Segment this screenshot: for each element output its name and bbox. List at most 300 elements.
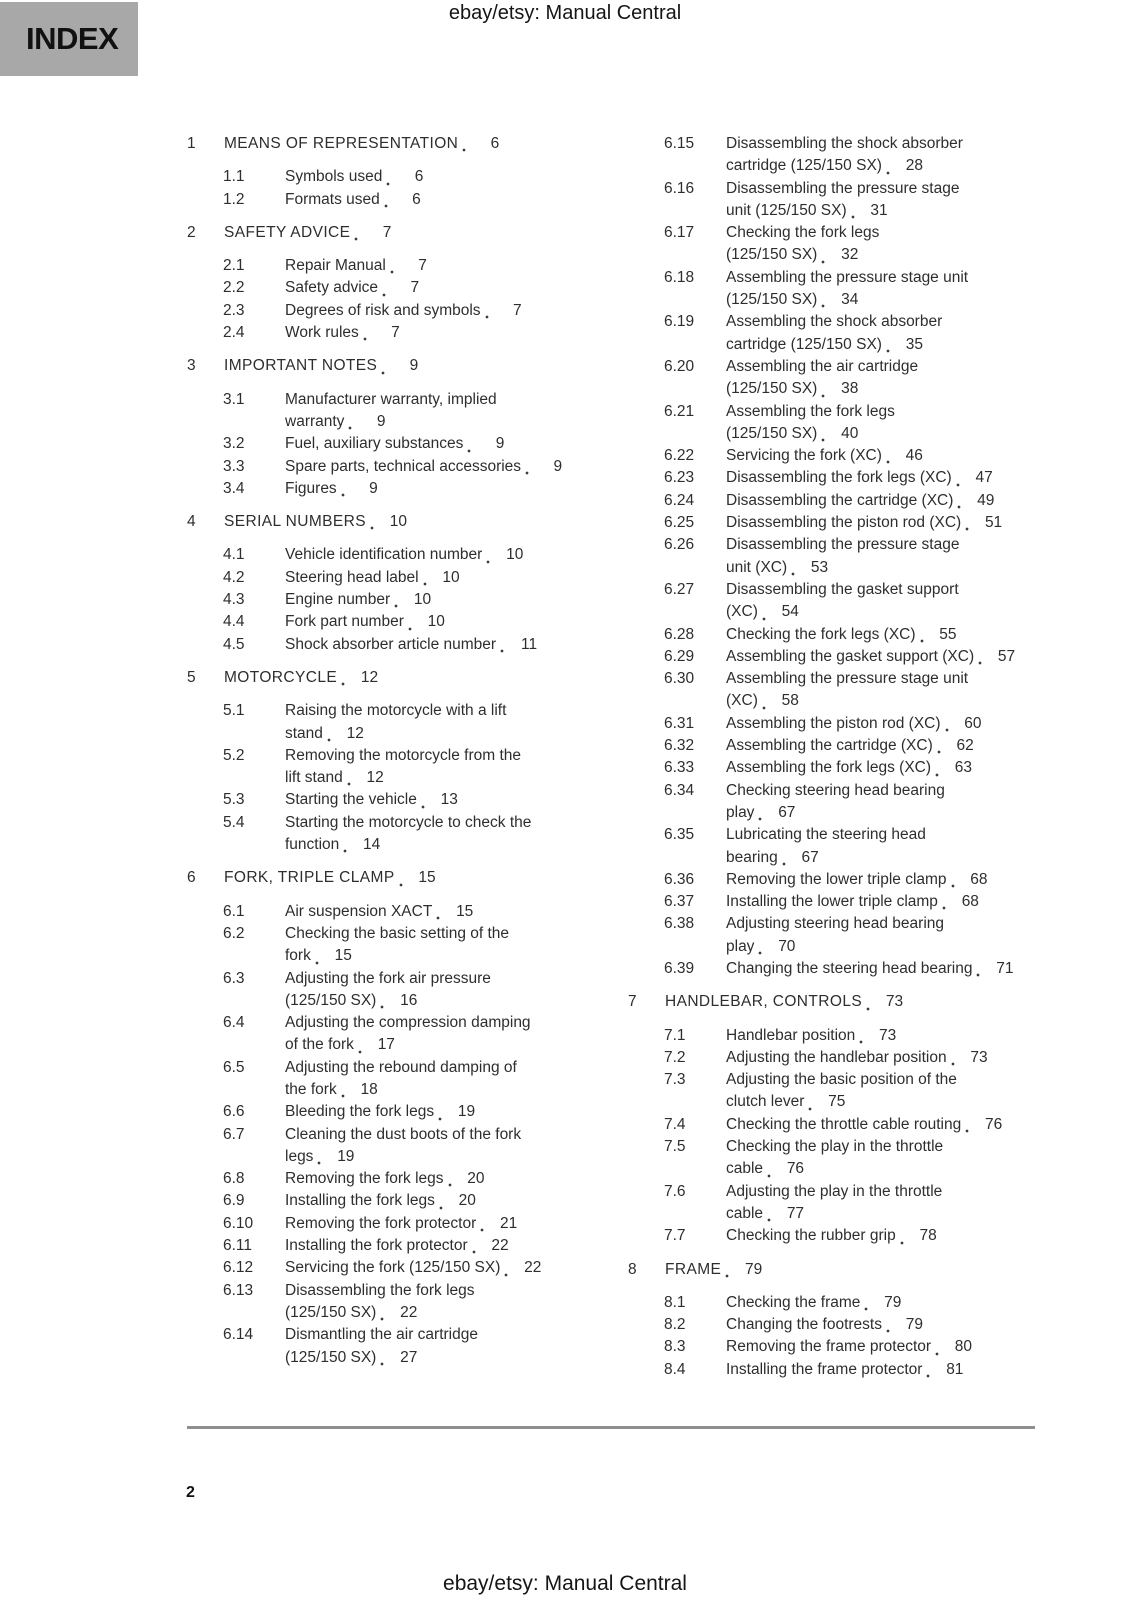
toc-entry-line bbox=[628, 423, 1017, 445]
toc-entry-title: Symbols used bbox=[285, 168, 383, 186]
dot-leader bbox=[782, 861, 788, 867]
toc-entry-page: 76 bbox=[984, 1115, 1003, 1133]
toc-entry-title: fork bbox=[285, 947, 311, 965]
toc-entry-page: 31 bbox=[870, 201, 888, 219]
toc-entry-line bbox=[187, 322, 586, 344]
toc-entry-number: 6.2 bbox=[223, 924, 245, 942]
toc-entry-line bbox=[628, 1259, 1017, 1281]
dot-leader bbox=[886, 348, 892, 354]
toc-entry-page: 13 bbox=[440, 791, 458, 809]
toc-section-entry bbox=[187, 222, 586, 244]
dot-leader bbox=[937, 749, 943, 755]
toc-item-entry bbox=[628, 891, 1017, 913]
toc-entry-title: play bbox=[726, 937, 755, 955]
toc-entry-title: Disassembling the cartridge (XC) bbox=[726, 491, 954, 509]
toc-entry-title: (125/150 SX) bbox=[285, 1348, 377, 1366]
toc-entry-line bbox=[628, 534, 1017, 556]
toc-entry-number: 5.1 bbox=[223, 702, 245, 720]
toc-entry-number: 8.4 bbox=[664, 1360, 686, 1378]
toc-entry-line bbox=[628, 757, 1017, 779]
toc-item-entry bbox=[628, 133, 1017, 178]
dot-leader bbox=[421, 804, 427, 810]
toc-entry-page: 27 bbox=[400, 1348, 418, 1366]
page-header-title: ebay/etsy: Manual Central bbox=[448, 2, 682, 24]
toc-item-entry bbox=[187, 456, 586, 478]
dot-leader bbox=[758, 950, 764, 956]
toc-entry-number: 3.2 bbox=[223, 435, 245, 453]
toc-item-entry bbox=[628, 1069, 1017, 1114]
toc-entry-title: Assembling the fork legs bbox=[726, 402, 895, 420]
dot-leader bbox=[467, 448, 473, 454]
toc-item-entry bbox=[628, 780, 1017, 825]
toc-entry-page: 78 bbox=[919, 1227, 937, 1245]
toc-entry-page: 9 bbox=[369, 479, 378, 497]
toc-entry-page: 79 bbox=[745, 1260, 763, 1278]
page-footer-title: ebay/etsy: Manual Central bbox=[443, 1572, 687, 1595]
toc-entry-title: Adjusting the handlebar position bbox=[726, 1048, 947, 1066]
toc-entry-page: 10 bbox=[506, 546, 524, 564]
toc-item-entry bbox=[187, 277, 586, 299]
toc-item-entry bbox=[628, 668, 1017, 713]
toc-entry-line bbox=[187, 700, 586, 722]
toc-entry-line bbox=[628, 1025, 1017, 1047]
dot-leader bbox=[851, 214, 857, 220]
toc-entry-line bbox=[628, 780, 1017, 802]
toc-entry-number: 4.1 bbox=[223, 546, 245, 564]
toc-entry-page: 73 bbox=[970, 1048, 988, 1066]
toc-item-entry bbox=[187, 1280, 586, 1325]
toc-entry-line bbox=[628, 802, 1017, 824]
toc-entry-number: 6.20 bbox=[664, 357, 695, 375]
toc-entry-line bbox=[628, 289, 1017, 311]
toc-entry-title: cable bbox=[726, 1160, 764, 1178]
toc-entry-line bbox=[187, 389, 586, 411]
toc-item-entry bbox=[628, 512, 1017, 534]
toc-entry-title: Assembling the fork legs (XC) bbox=[726, 759, 932, 777]
toc-entry-line bbox=[187, 567, 586, 589]
toc-entry-page: 18 bbox=[360, 1080, 378, 1098]
toc-entry-number: 6.5 bbox=[223, 1058, 245, 1076]
toc-entry-line bbox=[628, 1292, 1017, 1314]
dot-leader bbox=[436, 915, 442, 921]
toc-entry-line bbox=[628, 133, 1017, 155]
dot-leader bbox=[808, 1106, 814, 1112]
toc-entry-page: 6 bbox=[414, 168, 424, 186]
toc-entry-number: 6.1 bbox=[223, 902, 245, 920]
toc-entry-number: 6.9 bbox=[223, 1192, 245, 1210]
toc-entry-line bbox=[187, 511, 586, 533]
toc-entry-title: Checking the throttle cable routing bbox=[726, 1115, 962, 1133]
toc-entry-title: Cleaning the dust boots of the fork bbox=[285, 1125, 522, 1143]
toc-entry-title: (XC) bbox=[726, 603, 758, 621]
toc-entry-title: (125/150 SX) bbox=[285, 1303, 377, 1321]
toc-item-entry bbox=[187, 923, 586, 968]
toc-entry-number: 6.25 bbox=[664, 514, 695, 532]
toc-entry-title: Assembling the pressure stage unit bbox=[726, 670, 969, 688]
toc-entry-page: 21 bbox=[500, 1214, 518, 1232]
toc-entry-page: 10 bbox=[389, 513, 407, 531]
toc-item-entry bbox=[187, 1168, 586, 1190]
index-label: INDEX bbox=[26, 21, 119, 56]
footer-divider bbox=[187, 1426, 1035, 1429]
toc-item-entry bbox=[187, 1101, 586, 1123]
dot-leader bbox=[399, 882, 405, 888]
toc-entry-title: HANDLEBAR, CONTROLS bbox=[665, 993, 863, 1011]
toc-entry-number: 6.37 bbox=[664, 893, 695, 911]
dot-leader bbox=[358, 1049, 364, 1055]
toc-entry-line bbox=[628, 267, 1017, 289]
toc-section-entry bbox=[187, 867, 586, 889]
toc-entry-title: Assembling the pressure stage unit bbox=[726, 268, 969, 286]
toc-entry-number: 6.23 bbox=[664, 469, 695, 487]
toc-entry-title: Adjusting the basic position of the bbox=[726, 1071, 957, 1089]
dot-leader bbox=[386, 181, 392, 187]
table-of-contents bbox=[187, 133, 1017, 1381]
toc-entry-number: 4.5 bbox=[223, 635, 245, 653]
toc-item-entry bbox=[628, 222, 1017, 267]
toc-entry-line bbox=[187, 1347, 586, 1369]
toc-entry-line bbox=[628, 1314, 1017, 1336]
toc-entry-title: MOTORCYCLE bbox=[224, 668, 338, 686]
dot-leader bbox=[951, 1061, 957, 1067]
dot-leader bbox=[472, 1249, 478, 1255]
toc-item-entry bbox=[187, 589, 586, 611]
toc-entry-line bbox=[187, 945, 586, 967]
toc-entry-line bbox=[187, 1235, 586, 1257]
dot-leader bbox=[348, 425, 354, 431]
dot-leader bbox=[439, 1205, 445, 1211]
dot-leader bbox=[317, 1160, 323, 1166]
toc-entry-title: Installing the fork protector bbox=[285, 1237, 468, 1255]
toc-entry-title: (125/150 SX) bbox=[285, 991, 377, 1009]
toc-item-entry bbox=[628, 757, 1017, 779]
toc-entry-title: Adjusting the play in the throttle bbox=[726, 1182, 943, 1200]
toc-entry-line bbox=[628, 1091, 1017, 1113]
toc-entry-number: 2 bbox=[187, 223, 196, 241]
toc-entry-line bbox=[628, 334, 1017, 356]
toc-entry-line bbox=[628, 601, 1017, 623]
toc-entry-number: 7.5 bbox=[664, 1138, 686, 1156]
toc-entry-line bbox=[628, 824, 1017, 846]
toc-item-entry bbox=[628, 490, 1017, 512]
toc-entry-title: (125/150 SX) bbox=[726, 424, 818, 442]
toc-entry-line bbox=[628, 1136, 1017, 1158]
toc-entry-title: Removing the frame protector bbox=[726, 1338, 932, 1356]
toc-entry-page: 10 bbox=[427, 613, 445, 631]
toc-entry-line bbox=[187, 812, 586, 834]
toc-entry-title: Assembling the gasket support (XC) bbox=[726, 647, 975, 665]
toc-entry-number: 6.24 bbox=[664, 491, 695, 509]
toc-entry-line bbox=[628, 991, 1017, 1013]
toc-entry-page: 9 bbox=[409, 357, 419, 375]
toc-entry-title: Assembling the piston rod (XC) bbox=[726, 714, 941, 732]
toc-entry-line bbox=[628, 200, 1017, 222]
toc-item-entry bbox=[628, 735, 1017, 757]
toc-entry-number: 6 bbox=[187, 869, 196, 887]
toc-entry-line bbox=[187, 1034, 586, 1056]
toc-entry-page: 73 bbox=[879, 1026, 897, 1044]
dot-leader bbox=[486, 559, 492, 565]
toc-entry-page: 6 bbox=[412, 190, 421, 208]
toc-entry-page: 81 bbox=[946, 1360, 964, 1378]
toc-entry-line bbox=[628, 869, 1017, 891]
dot-leader bbox=[886, 1328, 892, 1334]
dot-leader bbox=[525, 470, 531, 476]
toc-entry-title: Changing the footrests bbox=[726, 1316, 882, 1334]
dot-leader bbox=[767, 1173, 773, 1179]
dot-leader bbox=[354, 236, 360, 242]
toc-item-entry bbox=[187, 1190, 586, 1212]
toc-entry-page: 6 bbox=[490, 135, 500, 152]
toc-entry-line bbox=[187, 1124, 586, 1146]
toc-entry-page: 67 bbox=[778, 803, 796, 821]
toc-entry-page: 46 bbox=[905, 447, 923, 465]
toc-entry-line bbox=[187, 1079, 586, 1101]
toc-item-entry bbox=[628, 267, 1017, 312]
toc-entry-page: 12 bbox=[346, 724, 364, 742]
dot-leader bbox=[500, 648, 506, 654]
toc-item-entry bbox=[187, 1124, 586, 1169]
toc-entry-page: 15 bbox=[334, 947, 352, 965]
toc-entry-title: IMPORTANT NOTES bbox=[224, 357, 378, 375]
toc-entry-number: 8 bbox=[628, 1260, 637, 1278]
toc-entry-line bbox=[187, 901, 586, 923]
toc-entry-title: Servicing the fork (125/150 SX) bbox=[285, 1259, 501, 1277]
toc-section-entry bbox=[187, 133, 586, 155]
toc-entry-page: 63 bbox=[954, 759, 973, 777]
toc-entry-number: 4.4 bbox=[223, 613, 245, 631]
toc-entry-line bbox=[187, 255, 586, 277]
toc-item-entry bbox=[187, 1324, 586, 1369]
dot-leader bbox=[438, 1116, 444, 1122]
toc-entry-number: 6.26 bbox=[664, 536, 695, 554]
toc-entry-title: Fuel, auxiliary substances bbox=[285, 435, 464, 453]
toc-entry-title: Disassembling the piston rod (XC) bbox=[726, 514, 962, 532]
toc-section-entry bbox=[187, 355, 586, 377]
toc-entry-line bbox=[628, 690, 1017, 712]
toc-item-entry bbox=[628, 1181, 1017, 1226]
toc-entry-page: 75 bbox=[828, 1093, 846, 1111]
toc-entry-title: Checking the frame bbox=[726, 1293, 861, 1311]
dot-leader bbox=[327, 737, 333, 743]
toc-item-entry bbox=[628, 445, 1017, 467]
toc-entry-line bbox=[628, 1336, 1017, 1358]
toc-entry-page: 22 bbox=[491, 1237, 509, 1255]
dot-leader bbox=[462, 147, 468, 153]
toc-entry-line bbox=[187, 1302, 586, 1324]
dot-leader bbox=[380, 1316, 386, 1322]
toc-entry-title: Work rules bbox=[285, 324, 359, 342]
dot-leader bbox=[343, 848, 349, 854]
toc-entry-number: 4.3 bbox=[223, 591, 245, 609]
toc-entry-number: 6.19 bbox=[664, 313, 695, 331]
dot-leader bbox=[791, 571, 797, 577]
toc-entry-page: 77 bbox=[786, 1204, 805, 1222]
toc-entry-number: 4 bbox=[187, 513, 196, 531]
dot-leader bbox=[957, 504, 963, 510]
toc-entry-title: Vehicle identification number bbox=[285, 546, 483, 564]
toc-entry-line bbox=[187, 478, 586, 500]
dot-leader bbox=[480, 1227, 486, 1233]
toc-entry-number: 6.10 bbox=[223, 1214, 254, 1232]
toc-item-entry bbox=[628, 534, 1017, 579]
toc-entry-page: 54 bbox=[781, 603, 799, 621]
toc-entry-title: Assembling the air cartridge bbox=[726, 357, 919, 375]
toc-entry-page: 9 bbox=[376, 412, 386, 430]
dot-leader bbox=[935, 1351, 941, 1357]
dot-leader bbox=[956, 482, 962, 488]
dot-leader bbox=[945, 727, 951, 733]
toc-item-entry bbox=[628, 311, 1017, 356]
toc-entry-page: 62 bbox=[956, 737, 974, 755]
dot-leader bbox=[951, 883, 957, 889]
toc-entry-line bbox=[187, 1213, 586, 1235]
toc-entry-number: 6.16 bbox=[664, 179, 695, 197]
toc-entry-number: 1.1 bbox=[223, 168, 245, 186]
toc-entry-line bbox=[628, 244, 1017, 266]
dot-leader bbox=[390, 269, 396, 275]
dot-leader bbox=[920, 638, 926, 644]
toc-section-entry bbox=[628, 1259, 1017, 1281]
toc-entry-page: 22 bbox=[400, 1303, 418, 1321]
toc-entry-line bbox=[187, 667, 586, 689]
toc-entry-line bbox=[187, 355, 586, 377]
toc-entry-title: Adjusting the compression damping bbox=[285, 1014, 531, 1032]
toc-item-entry bbox=[187, 389, 586, 434]
toc-entry-page: 7 bbox=[391, 324, 400, 342]
toc-entry-page: 7 bbox=[418, 257, 427, 275]
dot-leader bbox=[762, 616, 768, 622]
toc-item-entry bbox=[187, 901, 586, 923]
toc-item-entry bbox=[187, 789, 586, 811]
toc-entry-line bbox=[187, 1168, 586, 1190]
dot-leader bbox=[758, 816, 764, 822]
toc-entry-line bbox=[187, 222, 586, 244]
toc-entry-number: 6.33 bbox=[664, 759, 695, 777]
toc-entry-line bbox=[628, 1225, 1017, 1247]
dot-leader bbox=[394, 603, 400, 609]
toc-entry-line bbox=[187, 189, 586, 211]
dot-leader bbox=[965, 1128, 971, 1134]
toc-entry-page: 12 bbox=[366, 769, 384, 787]
dot-leader bbox=[347, 781, 353, 787]
toc-item-entry bbox=[628, 646, 1017, 668]
toc-entry-line bbox=[187, 1146, 586, 1168]
dot-leader bbox=[341, 681, 347, 687]
toc-entry-line bbox=[187, 723, 586, 745]
toc-entry-number: 6.27 bbox=[664, 580, 695, 598]
toc-item-entry bbox=[628, 178, 1017, 223]
toc-entry-title: Starting the motorcycle to check the bbox=[285, 813, 532, 831]
toc-item-entry bbox=[187, 634, 586, 656]
toc-entry-number: 7 bbox=[628, 993, 637, 1011]
toc-entry-title: Figures bbox=[285, 479, 337, 497]
toc-entry-line bbox=[628, 445, 1017, 467]
toc-entry-line bbox=[628, 913, 1017, 935]
dot-leader bbox=[380, 1004, 386, 1010]
toc-entry-number: 6.30 bbox=[664, 670, 695, 688]
toc-entry-number: 6.6 bbox=[223, 1103, 245, 1121]
dot-leader bbox=[821, 259, 827, 265]
toc-entry-title: Servicing the fork (XC) bbox=[726, 447, 882, 465]
toc-item-entry bbox=[628, 958, 1017, 980]
toc-entry-title: Repair Manual bbox=[285, 257, 386, 275]
toc-entry-title: Adjusting the fork air pressure bbox=[285, 969, 491, 987]
toc-entry-line bbox=[187, 589, 586, 611]
toc-entry-title: Checking the fork legs (XC) bbox=[726, 625, 916, 643]
toc-entry-line bbox=[628, 668, 1017, 690]
toc-entry-line bbox=[187, 300, 586, 322]
dot-leader bbox=[315, 960, 321, 966]
toc-entry-title: Steering head label bbox=[285, 568, 419, 586]
toc-entry-page: 79 bbox=[905, 1316, 923, 1334]
toc-entry-page: 79 bbox=[884, 1293, 902, 1311]
toc-section-entry bbox=[628, 991, 1017, 1013]
toc-entry-line bbox=[628, 356, 1017, 378]
toc-entry-number: 6.31 bbox=[664, 714, 695, 732]
toc-entry-line bbox=[187, 1012, 586, 1034]
toc-item-entry bbox=[628, 467, 1017, 489]
toc-entry-title: Manufacturer warranty, implied bbox=[285, 390, 497, 408]
toc-entry-line bbox=[628, 579, 1017, 601]
toc-entry-title: Removing the motorcycle from the bbox=[285, 746, 522, 764]
dot-leader bbox=[821, 303, 827, 309]
toc-entry-title: Removing the fork legs bbox=[285, 1170, 444, 1188]
toc-entry-number: 8.3 bbox=[664, 1338, 686, 1356]
dot-leader bbox=[408, 626, 414, 632]
dot-leader bbox=[485, 314, 491, 320]
toc-entry-title: Checking the rubber grip bbox=[726, 1227, 896, 1245]
toc-entry-page: 60 bbox=[964, 714, 982, 732]
toc-entry-number: 4.2 bbox=[223, 568, 245, 586]
toc-item-entry bbox=[187, 1213, 586, 1235]
toc-entry-page: 80 bbox=[954, 1338, 973, 1356]
toc-entry-number: 6.3 bbox=[223, 969, 245, 987]
toc-item-entry bbox=[187, 544, 586, 566]
dot-leader bbox=[935, 772, 941, 778]
toc-entry-line bbox=[187, 834, 586, 856]
toc-entry-title: Adjusting the rebound damping of bbox=[285, 1058, 517, 1076]
toc-entry-title: (125/150 SX) bbox=[726, 291, 818, 309]
toc-entry-line bbox=[628, 958, 1017, 980]
toc-entry-number: 6.12 bbox=[223, 1259, 254, 1277]
dot-leader bbox=[370, 525, 376, 531]
toc-entry-title: FORK, TRIPLE CLAMP bbox=[224, 869, 395, 887]
toc-entry-line bbox=[628, 936, 1017, 958]
toc-entry-number: 6.8 bbox=[223, 1170, 245, 1188]
dot-leader bbox=[363, 336, 369, 342]
toc-entry-title: Disassembling the fork legs bbox=[285, 1281, 475, 1299]
toc-entry-page: 20 bbox=[467, 1170, 485, 1188]
toc-entry-title: Adjusting steering head bearing bbox=[726, 915, 945, 933]
toc-entry-line bbox=[187, 990, 586, 1012]
toc-item-entry bbox=[628, 1114, 1017, 1136]
toc-item-entry bbox=[187, 300, 586, 322]
dot-leader bbox=[976, 972, 982, 978]
toc-item-entry bbox=[628, 869, 1017, 891]
toc-entry-title: cable bbox=[726, 1204, 764, 1222]
toc-entry-page: 7 bbox=[512, 301, 522, 319]
toc-entry-title: (125/150 SX) bbox=[726, 246, 818, 264]
toc-entry-line bbox=[628, 155, 1017, 177]
toc-entry-title: Assembling the cartridge (XC) bbox=[726, 737, 933, 755]
toc-entry-page: 35 bbox=[905, 335, 923, 353]
toc-entry-page: 19 bbox=[457, 1103, 476, 1121]
toc-entry-page: 47 bbox=[975, 469, 993, 487]
toc-entry-number: 6.15 bbox=[664, 135, 695, 152]
toc-entry-number: 8.2 bbox=[664, 1316, 686, 1334]
toc-entry-line bbox=[628, 1158, 1017, 1180]
